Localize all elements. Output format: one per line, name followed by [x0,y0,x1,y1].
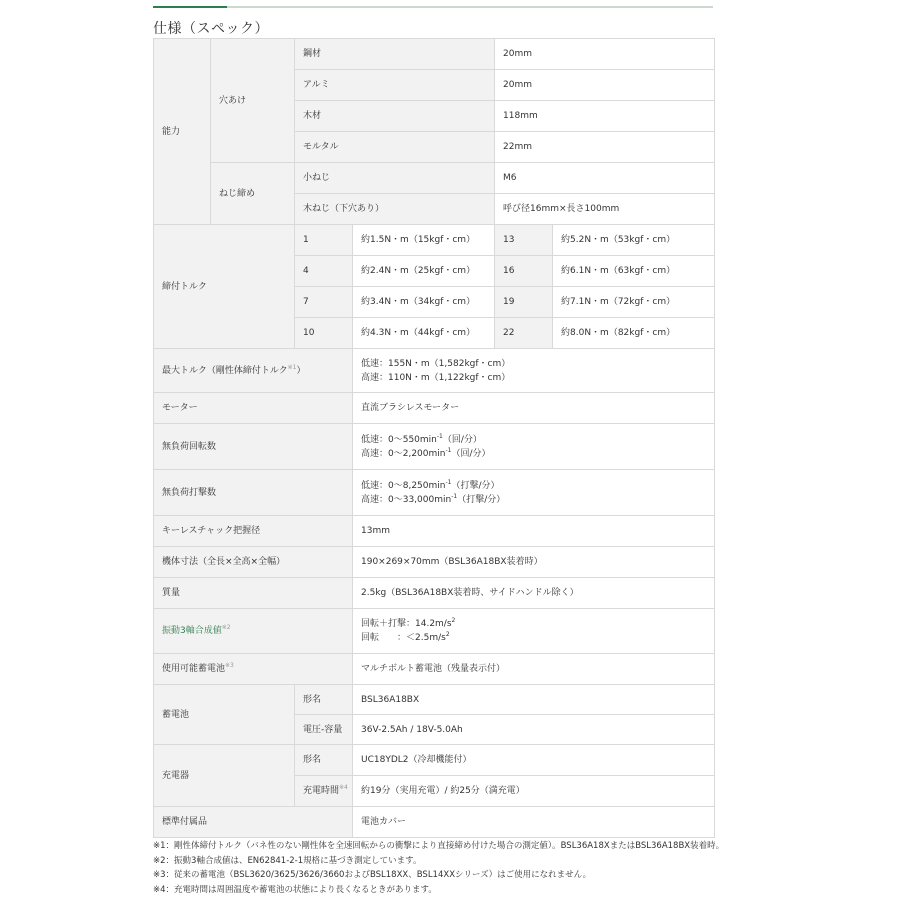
torque-setting: 16 [495,256,553,287]
torque-value: 約8.0N・m（82kgf・cm） [553,318,715,349]
footnotes [153,839,853,897]
capacity-label: 能力 [154,39,211,225]
exponent: 2 [451,617,456,624]
spec-value: 20mm [495,39,715,70]
max-torque-label [154,349,353,393]
accessories-value: 電池カバー [353,807,715,838]
vibration-value [353,609,715,654]
mass-label: 質量 [154,578,353,609]
section-divider [153,6,713,8]
spec-value: 118mm [495,101,715,132]
table-row [154,685,715,715]
charger-time-value: 約19分（実用充電）/ 約25分（満充電） [353,776,715,807]
no-load-impact-low-text: 低速：0～8,250min [361,480,446,491]
no-load-impact-high [361,493,706,507]
table-row [154,424,715,470]
battery-model-label: 形名 [295,685,353,715]
dimensions-value: 190×269×70mm（BSL36A18BX装着時） [353,547,715,578]
table-row [154,39,715,70]
motor-value: 直流ブラシレスモーター [353,393,715,424]
unit: （打撃/分） [451,480,500,491]
spec-name: 木ねじ（下穴あり） [295,194,495,225]
torque-setting: 7 [295,287,353,318]
max-torque-label-end: ） [296,365,306,376]
no-load-impact-label: 無負荷打撃数 [154,470,353,516]
spec-value: M6 [495,163,715,194]
dimensions-label: 機体寸法（全長×全高×全幅） [154,547,353,578]
spec-value: 20mm [495,70,715,101]
no-load-speed-value [353,424,715,470]
drilling-label: 穴あけ [211,39,295,163]
no-load-speed-label: 無負荷回転数 [154,424,353,470]
table-row [154,654,715,685]
charger-label: 充電器 [154,745,295,807]
unit: （回/分） [442,434,482,445]
motor-label: モーター [154,393,353,424]
unit: （回/分） [451,448,491,459]
torque-setting: 13 [495,225,553,256]
max-torque-high: 高速：110N・m（1,122kgf・cm） [361,372,511,383]
footnote-ref: ※3 [225,662,234,669]
torque-value: 約4.3N・m（44kgf・cm） [353,318,495,349]
torque-setting: 1 [295,225,353,256]
footnote: ※4：充電時間は周囲温度や蓄電池の状態により長くなるときがあります。 [153,884,437,895]
battery-model-value: BSL36A18BX [353,685,715,715]
max-torque-value [353,349,715,393]
battery-voltage-label: 電圧-容量 [295,715,353,745]
charger-model-value: UC18YDL2（冷却機能付） [353,745,715,776]
footnote-ref: ※4 [339,784,348,791]
no-load-speed-low [361,433,706,447]
torque-value: 約6.1N・m（63kgf・cm） [553,256,715,287]
table-row [154,163,715,194]
vibration-line1 [361,617,706,631]
vibration-line2-text: 回転 ：＜2.5m/s [361,633,446,643]
page-title: 仕様（スペック） [153,21,269,37]
table-row [154,547,715,578]
torque-setting: 19 [495,287,553,318]
no-load-impact-low [361,479,706,493]
vibration-line1-text: 回転＋打撃：14.2m/s [361,619,452,629]
no-load-speed-high [361,447,706,461]
chuck-label: キーレスチャック把握径 [154,516,353,547]
accessories-label: 標準付属品 [154,807,353,838]
spec-name: 小ねじ [295,163,495,194]
torque-setting: 22 [495,318,553,349]
table-row [154,225,715,256]
spec-table [153,38,715,838]
battery-usable-label [154,654,353,685]
no-load-speed-high-text: 高速：0～2,200min [361,448,446,459]
battery-voltage-value: 36V-2.5Ah / 18V-5.0Ah [353,715,715,745]
vibration-line2 [361,631,706,645]
footnote-ref: ※1 [287,363,297,371]
spec-name: アルミ [295,70,495,101]
battery-usable-label-text: 使用可能蓄電池 [162,664,226,674]
table-row [154,807,715,838]
footnote: ※1：剛性体締付トルク（バネ性のない剛性体を全速回転からの衝撃により直接締め付けた場合の測定値）。BSL36A18XまたはBSL36A18BX装着時。 [153,841,725,851]
max-torque-low: 低速：155N・m（1,582kgf・cm） [361,358,511,369]
exponent: -1 [445,478,452,486]
no-load-speed-low-text: 低速：0～550min [361,434,437,445]
table-row [154,578,715,609]
spec-value: 呼び径16mm×長さ100mm [495,194,715,225]
exponent: -1 [451,492,458,500]
table-row [154,349,715,393]
battery-usable-value: マルチボルト蓄電池（残量表示付） [353,654,715,685]
unit: （打撃/分） [457,494,506,505]
battery-label: 蓄電池 [154,685,295,745]
table-row [154,470,715,516]
mass-value: 2.5kg（BSL36A18BX装着時、サイドハンドル除く） [353,578,715,609]
footnote: ※3：従来の蓄電池（BSL3620/3625/3626/3660およびBSL18XX、BSL14XXシリーズ）はご使用になれません。 [153,870,592,880]
chuck-value: 13mm [353,516,715,547]
vibration-label-text: 振動3軸合成値 [162,626,222,636]
torque-label: 締付トルク [154,225,295,349]
footnote: ※2：振動3軸合成値は、EN62841-2-1規格に基づき測定しています。 [153,855,422,866]
screwing-label: ねじ締め [211,163,295,225]
table-row [154,609,715,654]
spec-name: モルタル [295,132,495,163]
torque-value: 約3.4N・m（34kgf・cm） [353,287,495,318]
table-row [154,745,715,776]
torque-setting: 10 [295,318,353,349]
spec-name: 鋼材 [295,39,495,70]
torque-setting: 4 [295,256,353,287]
torque-value: 約1.5N・m（15kgf・cm） [353,225,495,256]
spec-value: 22mm [495,132,715,163]
torque-value: 約5.2N・m（53kgf・cm） [553,225,715,256]
exponent: -1 [445,446,452,454]
table-row [154,516,715,547]
torque-value: 約7.1N・m（72kgf・cm） [553,287,715,318]
footnote-ref: ※2 [221,624,231,631]
vibration-label [154,609,353,654]
charger-time-label [295,776,353,807]
table-row [154,393,715,424]
section-divider-accent [153,6,227,8]
exponent: -1 [436,432,443,440]
spec-name: 木材 [295,101,495,132]
charger-model-label: 形名 [295,745,353,776]
exponent: 2 [445,631,450,638]
no-load-impact-value [353,470,715,516]
no-load-impact-high-text: 高速：0～33,000min [361,494,452,505]
max-torque-label-text: 最大トルク（剛性体締付トルク [162,365,288,376]
torque-value: 約2.4N・m（25kgf・cm） [353,256,495,287]
charger-time-label-text: 充電時間 [303,786,340,796]
